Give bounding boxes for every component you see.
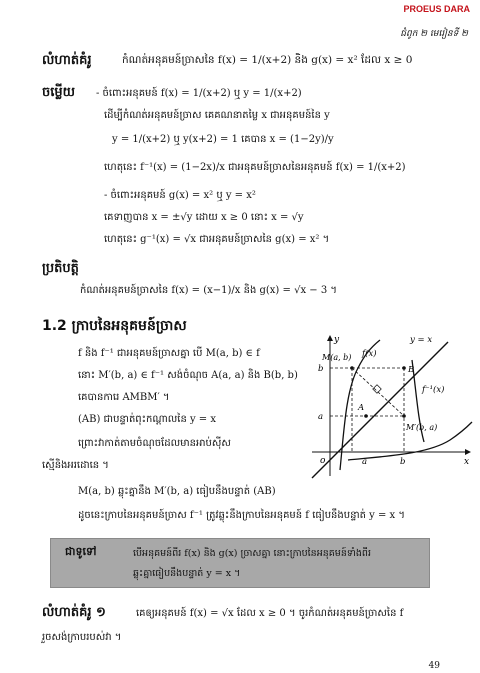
example2-line-2: រួចសង់ក្រាបរបស់វា ។ — [42, 632, 122, 643]
solution-line-6: គេទាញបាន x = ±√y ដោយ x ≥ 0 នោះ x = √y — [104, 212, 304, 223]
example-label: លំហាត់គំរូ — [42, 53, 92, 68]
label-a-x: a — [362, 457, 368, 467]
f-label: f(x) — [362, 349, 377, 359]
solution-label: ចម្លើយ — [42, 85, 76, 100]
section-para-4: (AB) ជាបន្ទាត់ពុះកណ្តាលនៃ y = x — [78, 414, 217, 425]
page-number: 49 — [428, 661, 440, 671]
point-A — [364, 414, 368, 418]
point-Mp — [402, 414, 406, 418]
label-B: B — [408, 365, 415, 375]
practice-task: កំណត់អនុគមន៍ច្រាសនៃ f(x) = (x−1)/x និង g(x) = √x − 3 ។ — [80, 285, 337, 296]
label-b-x: b — [400, 457, 406, 467]
section-para-2: នោះ M′(b, a) ∈ f⁻¹ សង់ចំណុច A(a, a) និង B(b, b) — [78, 370, 298, 381]
note-title: ជាទូទៅ — [65, 545, 97, 558]
chapter-heading: ជំពូក ២ មេរៀនទី ២ — [400, 29, 468, 39]
line-y-equals-x — [312, 342, 448, 478]
origin-label: o — [320, 456, 326, 466]
section-title: 1.2 ក្រាបនៃអនុគមន៍ច្រាស — [42, 318, 187, 334]
label-A: A — [358, 403, 365, 413]
inverse-function-figure — [300, 330, 475, 480]
section-para-1: f និង f⁻¹ ជាអនុគមន៍ច្រាសគ្នា បើ M(a, b) ∈ f — [78, 348, 260, 359]
example2-line-1: គេឲ្យអនុគមន៍ f(x) = √x ដែល x ≥ 0 ។ ចូរកំណត់អនុគមន៍ច្រាសនៃ f — [136, 608, 404, 619]
note-line-2: ឆ្លុះគ្នាធៀបនឹងបន្ទាត់ y = x ។ — [133, 568, 241, 579]
section-para-8: ដូចនេះក្រាបនៃអនុគមន៍ច្រាស f⁻¹ ត្រូវឆ្លុះនឹងក្រាបនៃអនុគមន៍ f ធៀបនឹងបន្ទាត់ y = x ។ — [78, 510, 405, 521]
general-note-box — [50, 538, 430, 588]
solution-line-4: ហេតុនេះ f⁻¹(x) = (1−2x)/x ជាអនុគមន៍ច្រាសនៃអនុគមន៍ f(x) = 1/(x+2) — [104, 162, 406, 173]
section-para-5: ព្រោះវាកាត់តាមចំណុចដែលមានអាប់ស៊ីស — [78, 438, 231, 449]
note-line-1: បើអនុគមន៍ពីរ f(x) និង g(x) ច្រាសគ្នា នោះក្រាបនៃអនុគមន៍ទាំងពីរ — [133, 548, 371, 559]
label-a-axis: a — [318, 412, 324, 422]
line-label: y = x — [410, 335, 433, 345]
section-para-6: ស្មើនិងអរដោនេ ។ — [42, 460, 109, 471]
section-para-7: M(a, b) ឆ្លុះគ្នានឹង M′(b, a) ធៀបនឹងបន្ទាត់ (AB) — [78, 486, 276, 497]
solution-line-3: y = 1/(x+2) ឬ y(x+2) = 1 គេបាន x = (1−2y)/y — [112, 134, 334, 145]
solution-line-1: - ចំពោះអនុគមន៍ f(x) = 1/(x+2) ឬ y = 1/(x+2) — [96, 88, 302, 99]
brand-label: PROEUS DARA — [403, 4, 470, 14]
right-angle-mark — [373, 385, 381, 393]
label-M: M(a, b) — [322, 353, 352, 362]
y-axis-label: y — [334, 335, 340, 345]
x-axis-label: x — [464, 457, 470, 467]
example2-label: លំហាត់គំរូ ១ — [42, 605, 106, 620]
point-M — [350, 366, 354, 370]
solution-line-5: - ចំពោះអនុគមន៍ g(x) = x² ឬ y = x² — [104, 190, 256, 201]
label-b-axis: b — [318, 364, 324, 374]
practice-label: ប្រតិបត្តិ — [42, 261, 79, 276]
solution-line-2: ដើម្បីកំណត់អនុគមន៍ច្រាស គេគណនាតម្លៃ x ជាអនុគមន៍នៃ y — [104, 110, 330, 121]
example-task: កំណត់អនុគមន៍ច្រាសនៃ f(x) = 1/(x+2) និង g(x) = x² ដែល x ≥ 0 — [122, 54, 413, 66]
section-para-3: គេបានការេ AMBM′ ។ — [78, 392, 170, 403]
solution-line-7: ហេតុនេះ g⁻¹(x) = √x ជាអនុគមន៍ច្រាសនៃ g(x) = x² ។ — [104, 234, 330, 245]
finv-label: f⁻¹(x) — [422, 385, 445, 395]
label-Mp: M′(b, a) — [406, 423, 438, 432]
point-B — [402, 366, 406, 370]
